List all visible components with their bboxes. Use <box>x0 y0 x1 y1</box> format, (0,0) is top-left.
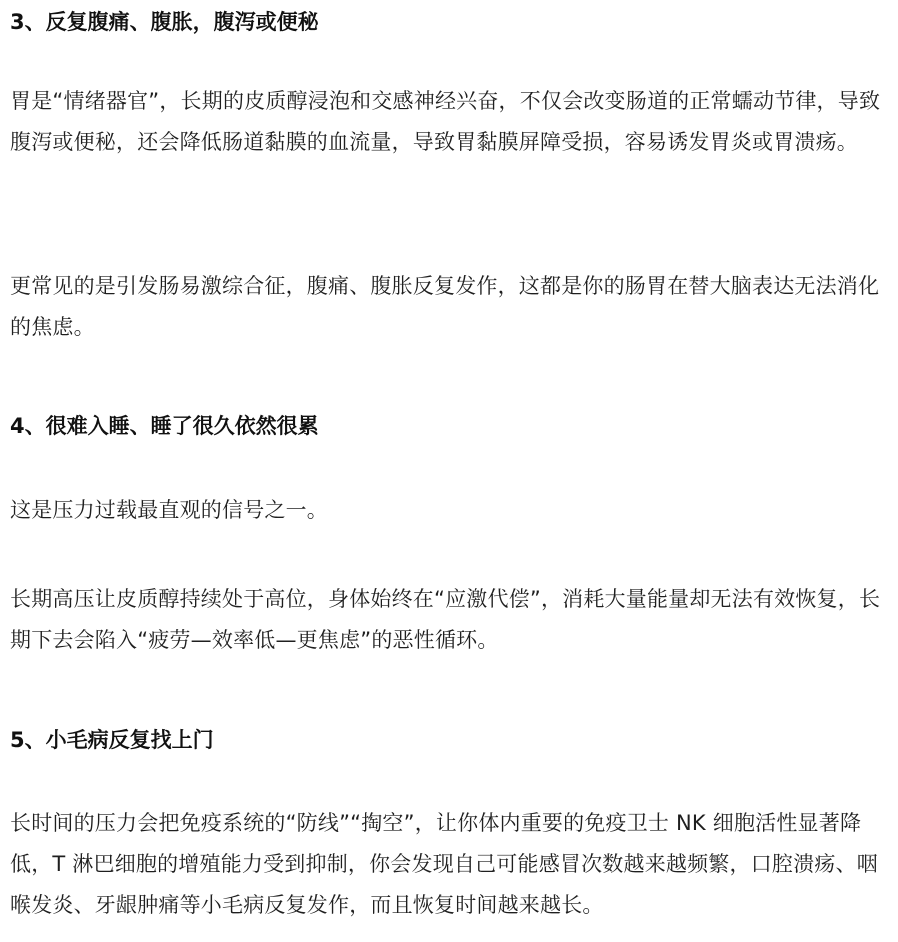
section-4-heading: 4、很难入睡、睡了很久依然很累 <box>10 414 319 438</box>
section-3-heading: 3、反复腹痛、腹胀，腹泻或便秘 <box>10 10 319 34</box>
section-5-paragraph-1: 长时间的压力会把免疫系统的“防线”“掏空”，让你体内重要的免疫卫士 NK 细胞活性显著降低，T 淋巴细胞的增殖能力受到抑制，你会发现自己可能感冒次数越来越频繁，口腔溃疡、咽喉发炎、牙龈肿痛等小毛病反复发作，而且恢复时间越来越长。 <box>10 811 878 917</box>
section-3-paragraph-1: 胃是“情绪器官”，长期的皮质醇浸泡和交感神经兴奋，不仅会改变肠道的正常蠕动节律，导致腹泻或便秘，还会降低肠道黏膜的血流量，导致胃黏膜屏障受损，容易诱发胃炎或胃溃疡。 <box>10 89 881 154</box>
section-3-paragraph-2: 更常见的是引发肠易激综合征，腹痛、腹胀反复发作，这都是你的肠胃在替大脑表达无法消化的焦虑。 <box>10 274 880 339</box>
section-4-paragraph-2: 长期高压让皮质醇持续处于高位，身体始终在“应激代偿”，消耗大量能量却无法有效恢复，长期下去会陷入“疲劳—效率低—更焦虑”的恶性循环。 <box>10 587 881 652</box>
section-4-paragraph-1: 这是压力过载最直观的信号之一。 <box>10 498 328 522</box>
section-5-heading: 5、小毛病反复找上门 <box>10 728 214 752</box>
